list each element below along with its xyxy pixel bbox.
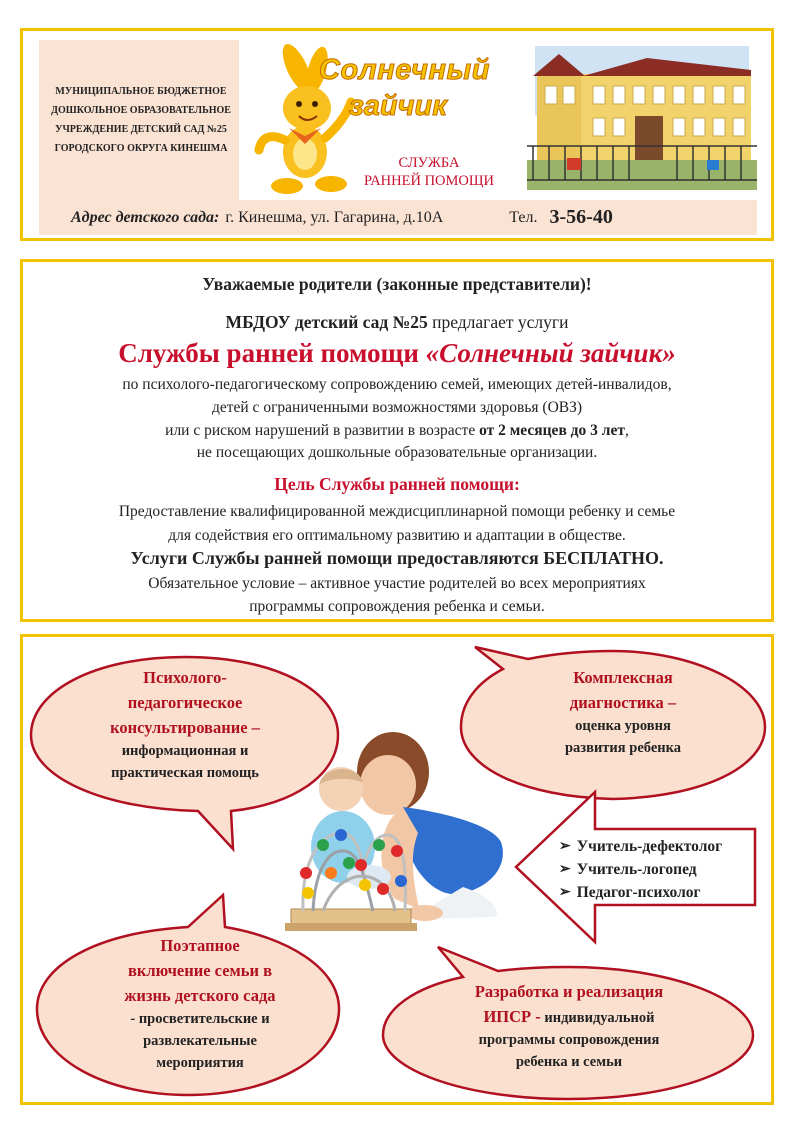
service-title: [334, 154, 524, 190]
specialist-label: Учитель-дефектолог: [576, 838, 723, 855]
service-name-heading: [23, 338, 771, 369]
diagnostics-title-1: Комплексная: [573, 668, 673, 687]
service-name-plain: Службы ранней помощи: [118, 338, 426, 368]
consulting-desc-1: информационная и: [121, 743, 249, 759]
ipsr-desc-inline: индивидуальной: [540, 1010, 655, 1026]
logo-title-line2: зайчик: [349, 90, 447, 122]
address-value: г. Кинешма, ул. Гагарина, д.10А: [225, 208, 444, 226]
family-title-1: Поэтапное: [160, 936, 240, 955]
phone-number: 3-56-40: [549, 206, 613, 228]
logo: [239, 40, 527, 200]
diagnostics-desc-1: оценка уровня: [575, 718, 671, 734]
age-range: от 2 месяцев до 3 лет: [479, 422, 625, 439]
list-item: [559, 835, 722, 858]
free-services-note: Услуги Службы ранней помощи предоставляются БЕСПЛАТНО.: [130, 548, 664, 568]
diagnostics-desc-2: развития ребенка: [564, 740, 681, 756]
goal-line-2: для содействия его оптимальному развитию и адаптации в обществе.: [168, 527, 626, 544]
ipsr-text: [408, 979, 730, 1073]
service-title-line1: СЛУЖБА: [398, 155, 460, 171]
diagnostics-text: [493, 665, 753, 759]
checkmark-icon: ➢: [559, 885, 571, 900]
family-title-3: жизнь детского сада: [124, 986, 276, 1005]
intro-org: МБДОУ детский сад №25: [225, 312, 428, 332]
description-line-2: детей с ограниченными возможностями здоровья (ОВЗ): [211, 399, 583, 416]
checkmark-icon: ➢: [559, 839, 571, 854]
specialist-label: Учитель-логопед: [576, 861, 697, 878]
consulting-title-2: педагогическое: [127, 693, 243, 712]
address-label: Адрес детского сада:: [71, 208, 220, 226]
organization-name: МУНИЦИПАЛЬНОЕ БЮДЖЕТНОЕ ДОШКОЛЬНОЕ ОБРАЗОВАТЕЛЬНОЕ УЧРЕЖДЕНИЕ ДЕТСКИЙ САД №25 ГОРОДСКОГО ОКРУГА КИНЕШМА: [51, 86, 231, 154]
greeting: Уважаемые родители (законные представители)!: [202, 274, 592, 294]
description-line-3-end: ,: [624, 422, 629, 439]
description-line-1: по психолого-педагогическому сопровождению семей, имеющих детей-инвалидов,: [122, 376, 672, 393]
description-line-3: [23, 422, 771, 440]
intro-rest: предлагает услуги: [427, 312, 569, 332]
ipsr-title-1: Разработка и реализация: [474, 982, 664, 1001]
goal-line-1: Предоставление квалифицированной междисциплинарной помощи ребенку и семье: [118, 503, 676, 520]
consulting-desc-2: практическая помощь: [111, 765, 259, 781]
consulting-text: [49, 665, 321, 784]
description-line-3-text: или с риском нарушений в развитии в возрасте: [165, 422, 480, 439]
condition-line-2: программы сопровождения ребенка и семьи.: [249, 598, 545, 615]
address-row: [39, 200, 757, 235]
ipsr-desc-2: программы сопровождения: [478, 1032, 660, 1048]
consulting-title-3: консультирование –: [110, 718, 260, 737]
specialists-list: [559, 835, 722, 904]
specialist-label: Педагог-психолог: [576, 884, 701, 901]
checkmark-icon: ➢: [559, 862, 571, 877]
diagnostics-title-2: диагностика –: [569, 693, 677, 712]
list-item: [559, 881, 722, 904]
logo-title-line1: Солнечный: [319, 54, 491, 86]
ipsr-desc-3: ребенка и семьи: [515, 1054, 623, 1070]
service-title-line2: РАННЕЙ ПОМОЩИ: [364, 173, 494, 189]
condition-line-1: Обязательное условие – активное участие родителей во всех мероприятиях: [148, 575, 646, 592]
ipsr-line-2: [408, 1004, 730, 1029]
ipsr-title-2: ИПСР -: [483, 1007, 541, 1026]
family-title-2: включение семьи в: [127, 961, 273, 980]
consulting-title-1: Психолого-: [143, 668, 227, 687]
goal-heading: Цель Службы ранней помощи:: [274, 474, 520, 494]
family-text: [69, 933, 331, 1074]
phone-label: Тел.: [509, 208, 538, 226]
family-desc-3: мероприятия: [156, 1055, 244, 1071]
kindergarten-building-photo: [527, 40, 757, 200]
info-panel: [20, 259, 774, 622]
family-desc-1: - просветительские и: [130, 1011, 270, 1027]
description-line-4: не посещающих дошкольные образовательные организации.: [196, 444, 598, 461]
list-item: [559, 858, 722, 881]
intro-line: [23, 312, 771, 333]
header-panel: [20, 28, 774, 241]
family-desc-2: развлекательные: [143, 1033, 257, 1049]
services-panel: [20, 634, 774, 1105]
service-name-quoted: «Солнечный зайчик»: [425, 338, 676, 368]
